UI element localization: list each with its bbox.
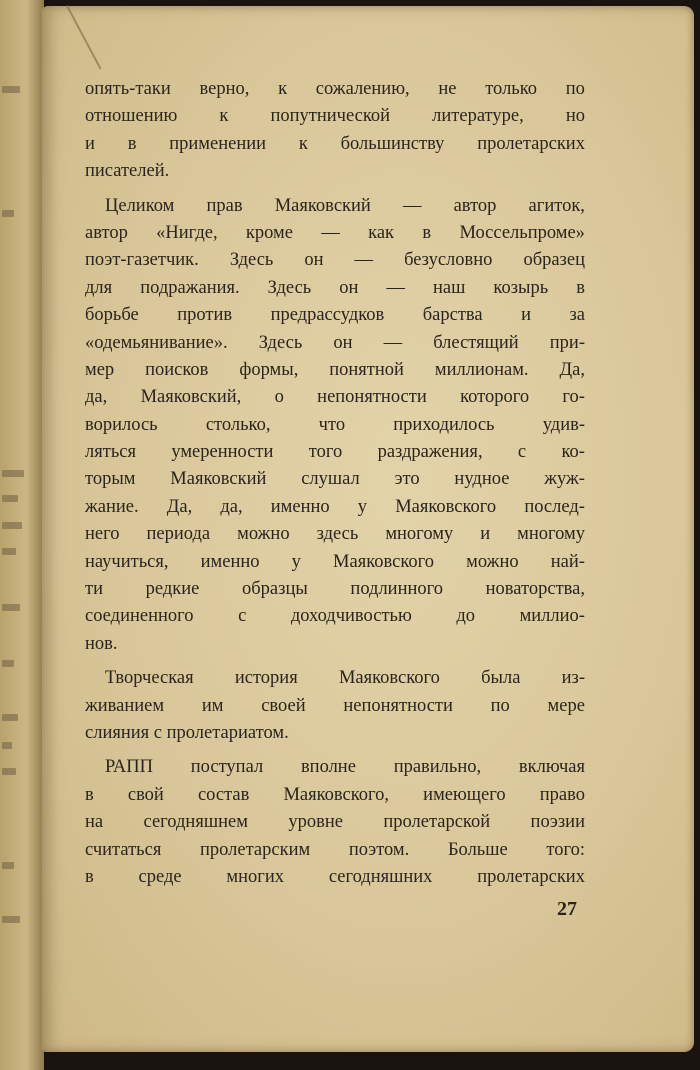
word: и (480, 524, 491, 545)
word: Маяковского (338, 668, 440, 689)
word: к (219, 106, 229, 127)
paragraph (85, 665, 585, 747)
word: не (438, 79, 457, 99)
word: редкие (145, 579, 200, 600)
word: ляться (85, 442, 136, 463)
word: Маяковского (333, 551, 435, 572)
word: подражания. (140, 277, 240, 298)
word: автор (85, 222, 128, 243)
word: мере (547, 695, 585, 716)
word: живанием (85, 695, 165, 716)
paragraph (85, 754, 585, 891)
word: с (517, 442, 527, 463)
text-line (85, 631, 585, 658)
word: Больше (447, 839, 508, 860)
word: к (278, 79, 288, 99)
word: в (85, 866, 94, 887)
word: до (456, 606, 476, 627)
word: поэтом. (348, 839, 410, 860)
word: о (274, 387, 284, 408)
word: при- (549, 332, 585, 353)
word: большинству (340, 133, 445, 154)
word: го- (562, 387, 585, 408)
word: научиться, (85, 551, 169, 572)
text-line (85, 549, 585, 576)
word: столько, (205, 414, 271, 435)
word: умеренности (171, 442, 274, 463)
word: только (485, 79, 538, 99)
word: мер (85, 359, 115, 380)
word: новаторства, (485, 579, 585, 600)
text-line (85, 754, 585, 781)
word: на (85, 812, 104, 833)
word: многих (226, 866, 285, 887)
word: многому (385, 524, 454, 545)
word: считаться (85, 839, 162, 860)
word: в (422, 222, 432, 243)
word: Маяковский (170, 469, 267, 490)
word: Здесь (267, 277, 312, 298)
word: РАПП (105, 757, 154, 778)
word: непонятности (317, 387, 427, 408)
paragraph (85, 193, 585, 659)
word: что (318, 414, 346, 435)
word: Творческая (105, 668, 194, 689)
word: образцы (242, 579, 308, 600)
word: он (333, 332, 353, 353)
word: и (85, 133, 95, 154)
text-line (85, 809, 585, 836)
text-line (85, 193, 585, 220)
word: да, (85, 387, 108, 408)
word: соединенного (85, 606, 194, 627)
word: — (402, 195, 422, 216)
word: — (383, 332, 403, 353)
text-line (85, 131, 585, 158)
word: это (394, 469, 420, 490)
word: — (321, 222, 340, 243)
text-line (85, 220, 585, 247)
word: из- (561, 668, 585, 689)
word: ворилось (85, 414, 158, 435)
word: борьбе (85, 305, 139, 326)
word: — (386, 277, 405, 298)
word: литературе, (432, 106, 524, 127)
word: имеющего (423, 784, 506, 805)
text-line (85, 720, 585, 747)
word: удив- (542, 414, 585, 435)
word: он (339, 277, 359, 298)
line-text: нов. (85, 633, 118, 654)
word: именно (270, 496, 330, 517)
word: раздражения, (377, 442, 483, 463)
previous-page-edge (0, 0, 44, 1070)
word: пролетарской (383, 812, 491, 833)
word: у (357, 496, 368, 517)
word: за (569, 305, 585, 326)
word: жание. (85, 496, 139, 517)
word: в (127, 133, 137, 154)
word: барства (422, 305, 483, 326)
word: своей (261, 695, 306, 716)
word: пролетарских (477, 133, 585, 154)
word: право (539, 784, 585, 805)
word: в (576, 277, 585, 298)
word: кроме (245, 222, 293, 243)
word: поэзии (530, 812, 585, 833)
word: здесь (316, 524, 359, 545)
line-text: слияния с пролетариатом. (85, 722, 289, 743)
word: Да, (166, 496, 193, 517)
word: для (85, 277, 113, 298)
word: им (201, 695, 224, 716)
line-text: писателей. (85, 161, 170, 182)
word: того (308, 442, 343, 463)
word: поэт-газетчик. (85, 250, 199, 271)
text-line (85, 466, 585, 493)
word: попутнической (270, 106, 391, 127)
word: можно (466, 551, 519, 572)
word: опять-таки (85, 79, 171, 99)
word: ти (85, 579, 103, 600)
word: состав (197, 784, 250, 805)
text-line (85, 412, 585, 439)
word: жуж- (544, 469, 585, 490)
word: но (565, 106, 585, 127)
word: по (565, 79, 585, 99)
text-line (85, 357, 585, 384)
word: «одемьянивание». (85, 332, 228, 353)
word: формы, (239, 359, 299, 380)
word: именно (200, 551, 260, 572)
word: приходилось (393, 414, 495, 435)
word: верно, (199, 79, 250, 99)
word: нудное (454, 469, 510, 490)
word: прав (206, 195, 243, 216)
word: к (298, 133, 308, 154)
word: агиток, (528, 195, 585, 216)
word: отношению (85, 106, 178, 127)
word: Да, (559, 359, 585, 380)
word: пролетарским (200, 839, 311, 860)
word: того: (546, 839, 585, 860)
word: Целиком (105, 195, 175, 216)
text-line (85, 247, 585, 274)
word: включая (518, 757, 585, 778)
word: миллионам. (434, 359, 529, 380)
word: доходчивостью (290, 606, 412, 627)
text-line (85, 693, 585, 720)
text-line (85, 439, 585, 466)
word: история (234, 668, 298, 689)
word: у (291, 551, 301, 572)
word: поисков (145, 359, 209, 380)
word: послед- (524, 496, 585, 517)
word: Маяковский, (140, 387, 242, 408)
text-line (85, 603, 585, 630)
word: многому (517, 524, 585, 545)
word: можно (237, 524, 290, 545)
word: вполне (300, 757, 356, 778)
word: и (521, 305, 531, 326)
word: понятной (329, 359, 404, 380)
text-line (85, 521, 585, 548)
word: в (85, 784, 94, 805)
text-line (85, 76, 585, 103)
word: пролетарских (477, 866, 585, 887)
text-line (85, 837, 585, 864)
word: применении (169, 133, 267, 154)
word: «Нигде, (156, 222, 218, 243)
word: Маяковский (274, 195, 371, 216)
word: правильно, (393, 757, 482, 778)
word: козырь (493, 277, 549, 298)
text-line (85, 103, 585, 130)
text-line (85, 275, 585, 302)
word: как (368, 222, 395, 243)
word: по (490, 695, 510, 716)
paragraph (85, 76, 585, 186)
word: была (481, 668, 521, 689)
text-line (85, 665, 585, 692)
text-line (85, 384, 585, 411)
word: — (354, 250, 374, 271)
word: подлинного (350, 579, 444, 600)
word: поступал (190, 757, 264, 778)
word: уровне (288, 812, 343, 833)
word: предрассудков (270, 305, 385, 326)
word: свой (127, 784, 164, 805)
word: Здесь (229, 250, 274, 271)
word: безусловно (404, 250, 493, 271)
text-line (85, 158, 585, 185)
text-line (85, 864, 585, 891)
word: ко- (561, 442, 585, 463)
word: наш (433, 277, 466, 298)
word: него (85, 524, 120, 545)
word: сожалению, (315, 79, 410, 99)
word: среде (138, 866, 182, 887)
word: против (177, 305, 233, 326)
word: с (238, 606, 247, 627)
word: сегодняшних (328, 866, 433, 887)
word: образец (523, 250, 585, 271)
word: блестящий (433, 332, 519, 353)
word: Маяковского (395, 496, 497, 517)
word: периода (146, 524, 211, 545)
word: миллио- (519, 606, 585, 627)
word: он (304, 250, 324, 271)
word: непонятности (343, 695, 453, 716)
word: слушал (301, 469, 360, 490)
word: которого (460, 387, 530, 408)
word: сегодняшнем (143, 812, 248, 833)
page-number: 27 (557, 898, 577, 920)
page-text (85, 76, 585, 891)
word: Маяковского, (283, 784, 390, 805)
text-line (85, 302, 585, 329)
word: автор (453, 195, 497, 216)
text-line (85, 782, 585, 809)
text-line (85, 330, 585, 357)
word: най- (550, 551, 585, 572)
text-line (85, 494, 585, 521)
word: Моссельпроме» (459, 222, 585, 243)
word: Здесь (258, 332, 303, 353)
text-line (85, 576, 585, 603)
word: да, (220, 496, 243, 517)
word: торым (85, 469, 136, 490)
